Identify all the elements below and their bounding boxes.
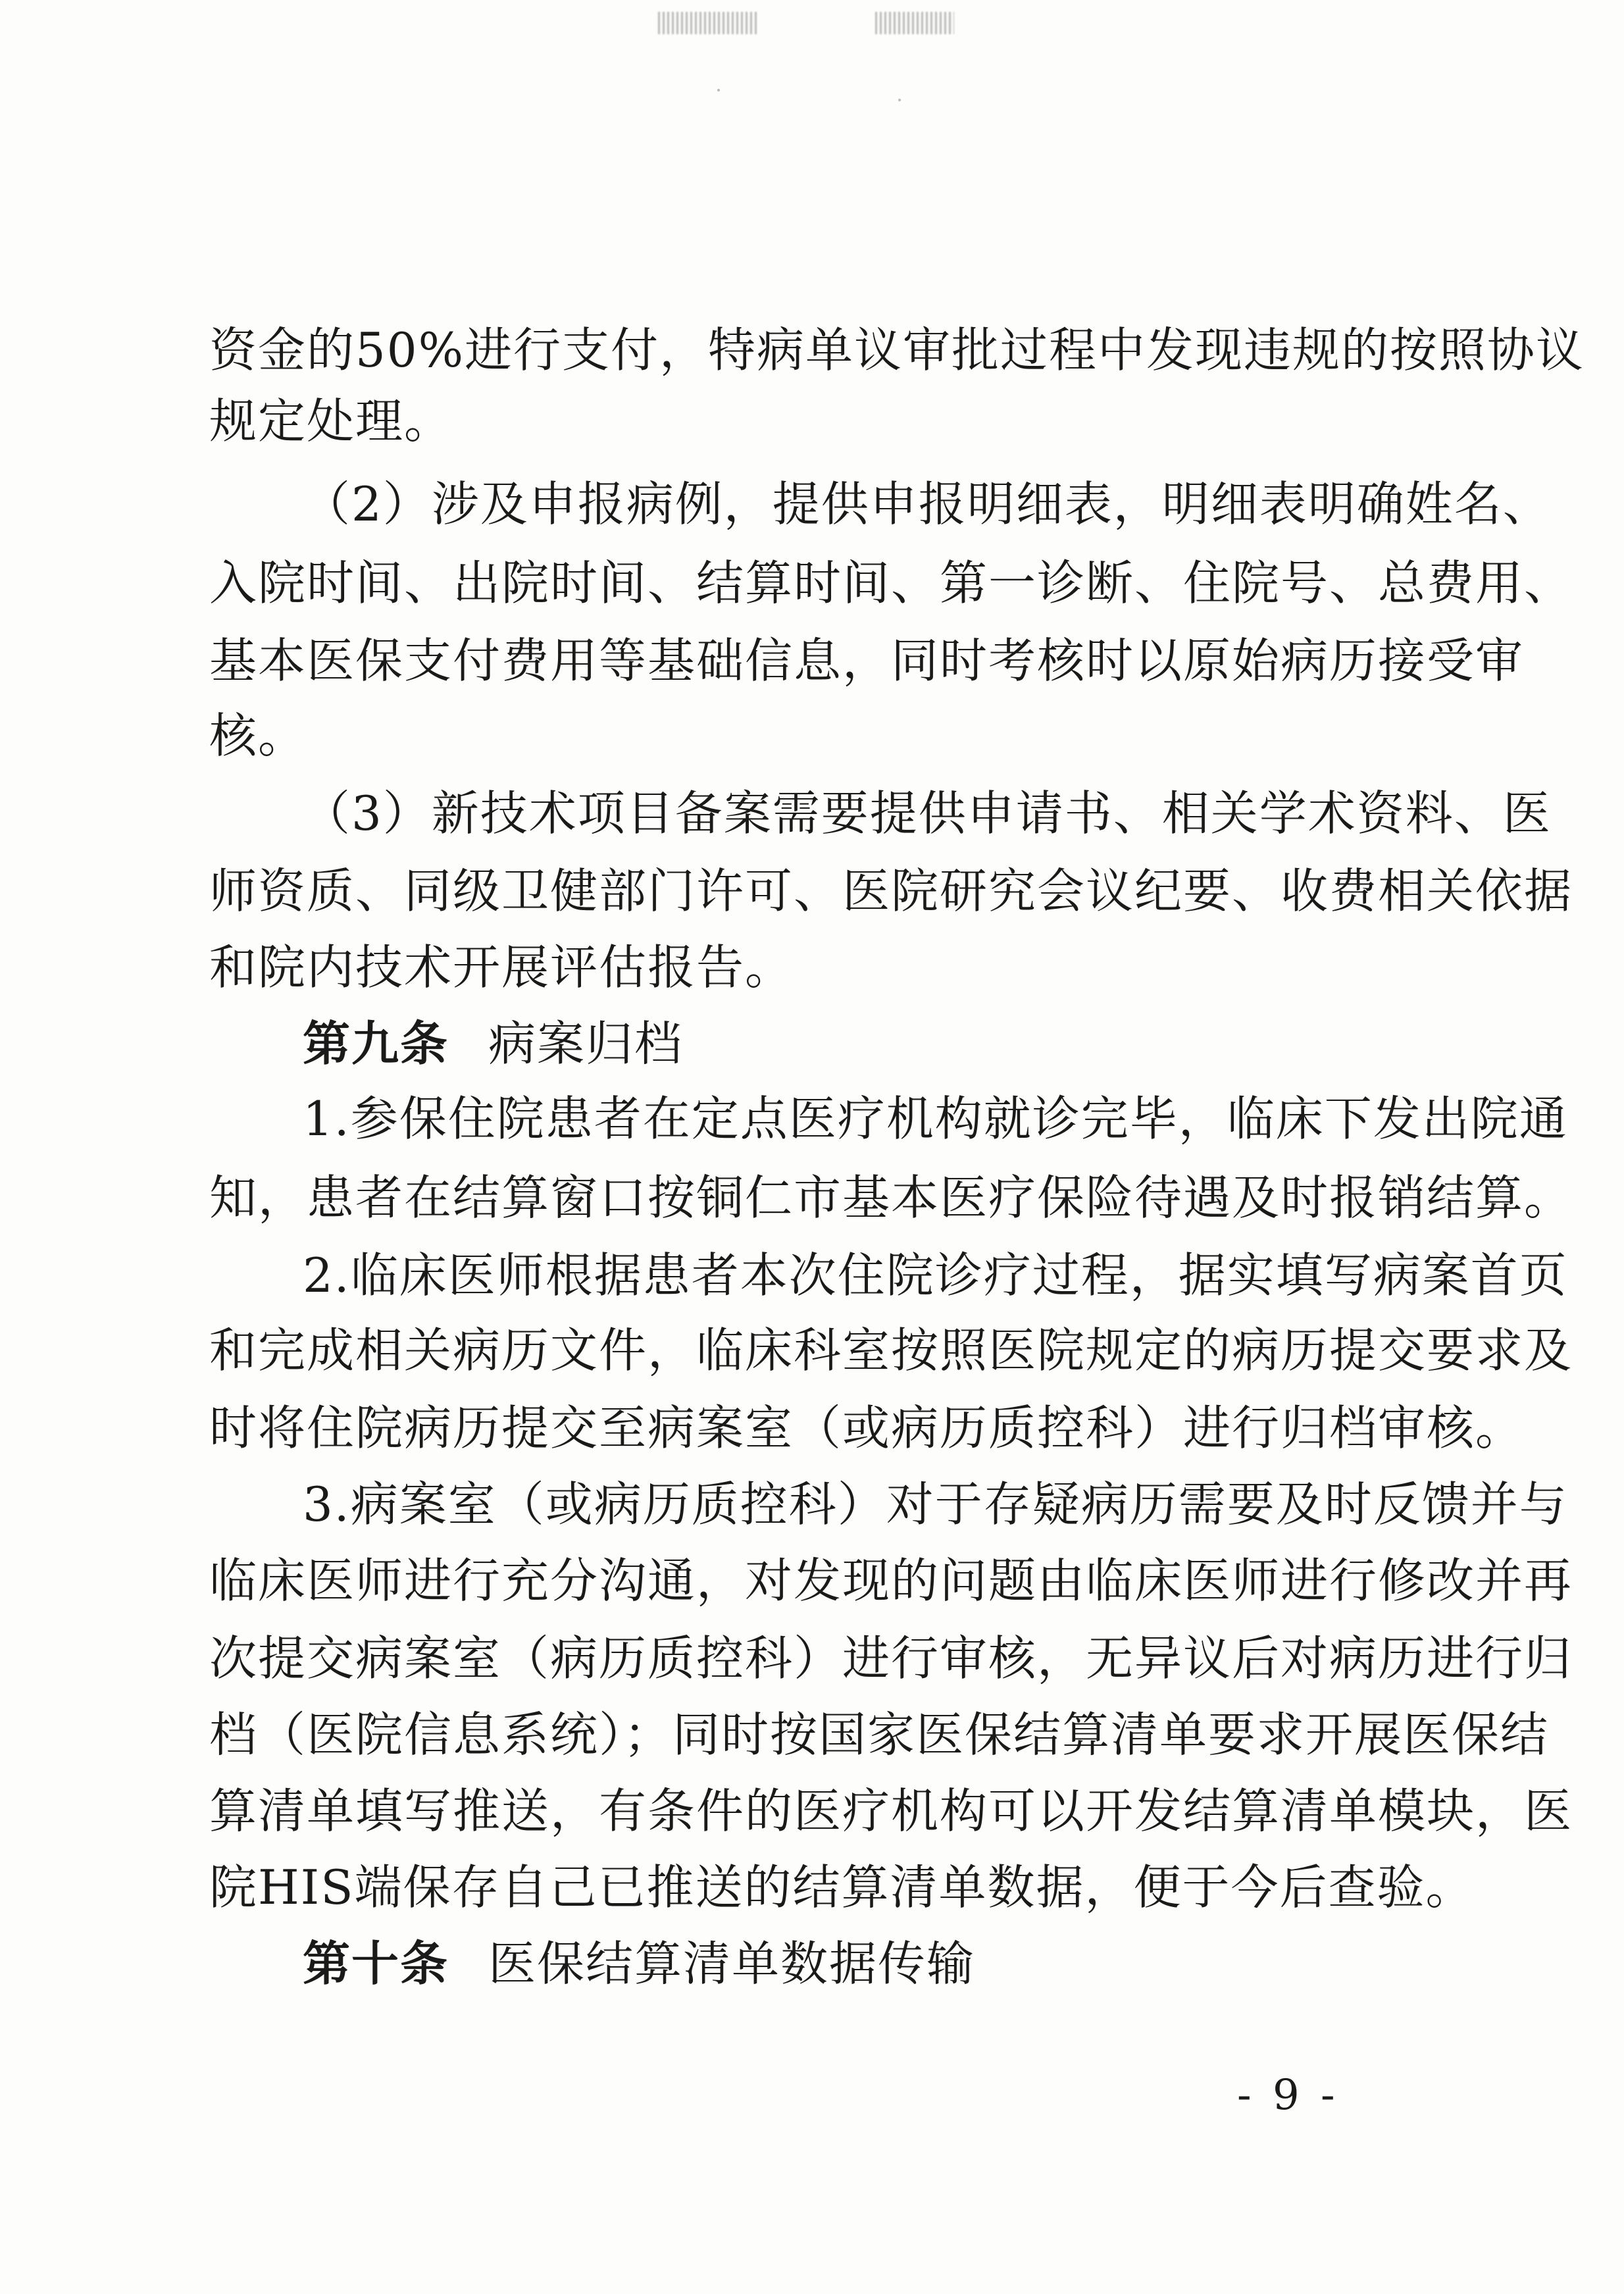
body-line: （3）新技术项目备案需要提供申请书、相关学术资料、医: [303, 786, 1552, 841]
body-line: 次提交病案室（病历质控科）进行审核，无异议后对病历进行归: [209, 1631, 1573, 1686]
body-line: 基本医保支付费用等基础信息，同时考核时以原始病历接受审: [209, 633, 1525, 688]
body-line: 时将住院病历提交至病案室（或病历质控科）进行归档审核。: [209, 1400, 1525, 1456]
article-9-label: 第九条: [303, 1016, 449, 1071]
page-number: - 9 -: [1237, 2071, 1339, 2120]
article-9-heading: [303, 1016, 684, 1071]
body-line: 师资质、同级卫健部门许可、医院研究会议纪要、收费相关依据: [209, 863, 1573, 919]
body-line: 资金的50%进行支付，特病单议审批过程中发现违规的按照协议: [209, 322, 1585, 378]
scan-artifact: [898, 99, 901, 101]
scan-artifact: [717, 89, 720, 91]
body-line: 算清单填写推送，有条件的医疗机构可以开发结算清单模块，医: [209, 1783, 1573, 1839]
body-line: 档（医院信息系统）；同时按国家医保结算清单要求开展医保结: [209, 1707, 1550, 1762]
article-10-heading: [303, 1936, 976, 1991]
body-line: 3.病案室（或病历质控科）对于存疑病历需要及时反馈并与: [303, 1477, 1568, 1532]
body-line: （2）涉及申报病例，提供申报明细表，明细表明确姓名、: [303, 476, 1552, 532]
body-line: 入院时间、出院时间、结算时间、第一诊断、住院号、总费用、: [209, 555, 1573, 611]
body-line: 和院内技术开展评估报告。: [209, 940, 794, 995]
article-10-label: 第十条: [303, 1936, 449, 1991]
body-line: 知，患者在结算窗口按铜仁市基本医疗保险待遇及时报销结算。: [209, 1170, 1573, 1225]
body-line: 2.临床医师根据患者本次住院诊疗过程，据实填写病案首页: [303, 1248, 1568, 1303]
body-line: 1.参保住院患者在定点医疗机构就诊完毕，临床下发出院通: [303, 1091, 1568, 1146]
body-line: 和完成相关病历文件，临床科室按照医院规定的病历提交要求及: [209, 1323, 1573, 1378]
body-line: 临床医师进行充分沟通，对发现的问题由临床医师进行修改并再: [209, 1553, 1573, 1608]
body-line: 规定处理。: [209, 394, 453, 449]
scan-artifact: [875, 12, 954, 34]
body-line: 院HIS端保存自己已推送的结算清单数据，便于今后查验。: [209, 1860, 1475, 1915]
article-9-title: 病案归档: [488, 1016, 684, 1071]
scan-artifact: [658, 12, 757, 34]
article-10-title: 医保结算清单数据传输: [488, 1936, 976, 1991]
body-line: 核。: [209, 708, 307, 763]
